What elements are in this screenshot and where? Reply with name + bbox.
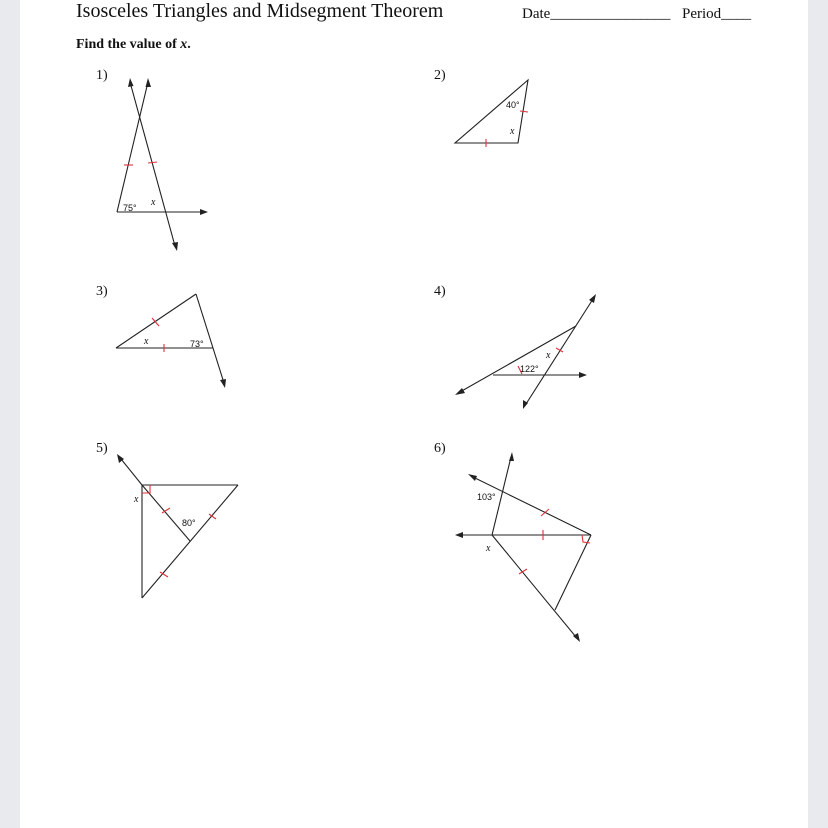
- fig4-arrow-up: [589, 294, 596, 303]
- fig6-x-label: x: [486, 543, 491, 554]
- fig6-right-side: [555, 535, 591, 610]
- fig2-triangle: [455, 80, 528, 143]
- worksheet-title: Isosceles Triangles and Midsegment Theorem: [76, 0, 444, 22]
- fig1-angle-label: 75°: [123, 203, 137, 213]
- fig3-x-label: x: [144, 336, 149, 347]
- fig4-long-ray: [460, 326, 576, 392]
- fig1-tick-right: [148, 162, 157, 163]
- period-field: Period____: [682, 6, 752, 22]
- fig1-x-label: x: [151, 197, 156, 208]
- fig1-arrow-down: [172, 242, 178, 251]
- fig4-arrow-left: [455, 388, 465, 395]
- fig1-arrow-up: [146, 78, 152, 87]
- fig3-left-side: [116, 294, 196, 348]
- fig2-x-label: x: [510, 126, 515, 137]
- problem-2-number: 2): [434, 68, 446, 83]
- instructions-suffix: .: [187, 37, 191, 52]
- fig4-angle-label: 122°: [520, 364, 539, 374]
- fig3-angle-label: 73°: [190, 339, 204, 349]
- fig4-x-label: x: [546, 350, 551, 361]
- figure-4: [455, 294, 596, 409]
- fig6-tick-upper: [541, 509, 549, 516]
- figure-3: [116, 294, 226, 388]
- fig1-arrow-up-left: [128, 78, 134, 87]
- problem-5-number: 5): [96, 441, 108, 456]
- figure-2: [455, 80, 528, 147]
- fig1-left-side: [117, 82, 148, 212]
- instructions-prefix: Find the value of: [76, 37, 181, 52]
- problem-1-number: 1): [96, 68, 108, 83]
- fig3-arrow-down: [220, 379, 226, 388]
- fig6-lower-ray: [492, 535, 576, 637]
- fig5-ray-up: [121, 459, 142, 485]
- fig4-steep-line: [526, 299, 593, 404]
- fig6-arrow-up: [509, 452, 514, 461]
- problem-4-number: 4): [434, 284, 446, 299]
- figure-5: [117, 454, 238, 598]
- problem-3-number: 3): [96, 284, 108, 299]
- fig1-arrow-right: [200, 209, 208, 215]
- date-field: Date________________: [522, 6, 671, 22]
- fig6-arrow-left: [455, 532, 463, 538]
- fig6-upper-ray: [473, 477, 591, 535]
- fig5-angle-label: 80°: [182, 518, 196, 528]
- fig6-angle-label: 103°: [477, 492, 496, 502]
- fig2-tick-side: [520, 111, 528, 112]
- fig5-x-label: x: [134, 494, 139, 505]
- fig4-arrow-right: [579, 372, 587, 378]
- figure-6: [455, 452, 591, 642]
- instructions-variable: x: [180, 37, 188, 52]
- figure-1: [117, 78, 208, 251]
- fig1-right-line: [130, 82, 175, 246]
- fig6-arrow-upper-left: [468, 474, 477, 481]
- fig2-angle-label: 40°: [506, 100, 520, 110]
- problem-6-number: 6): [434, 441, 446, 456]
